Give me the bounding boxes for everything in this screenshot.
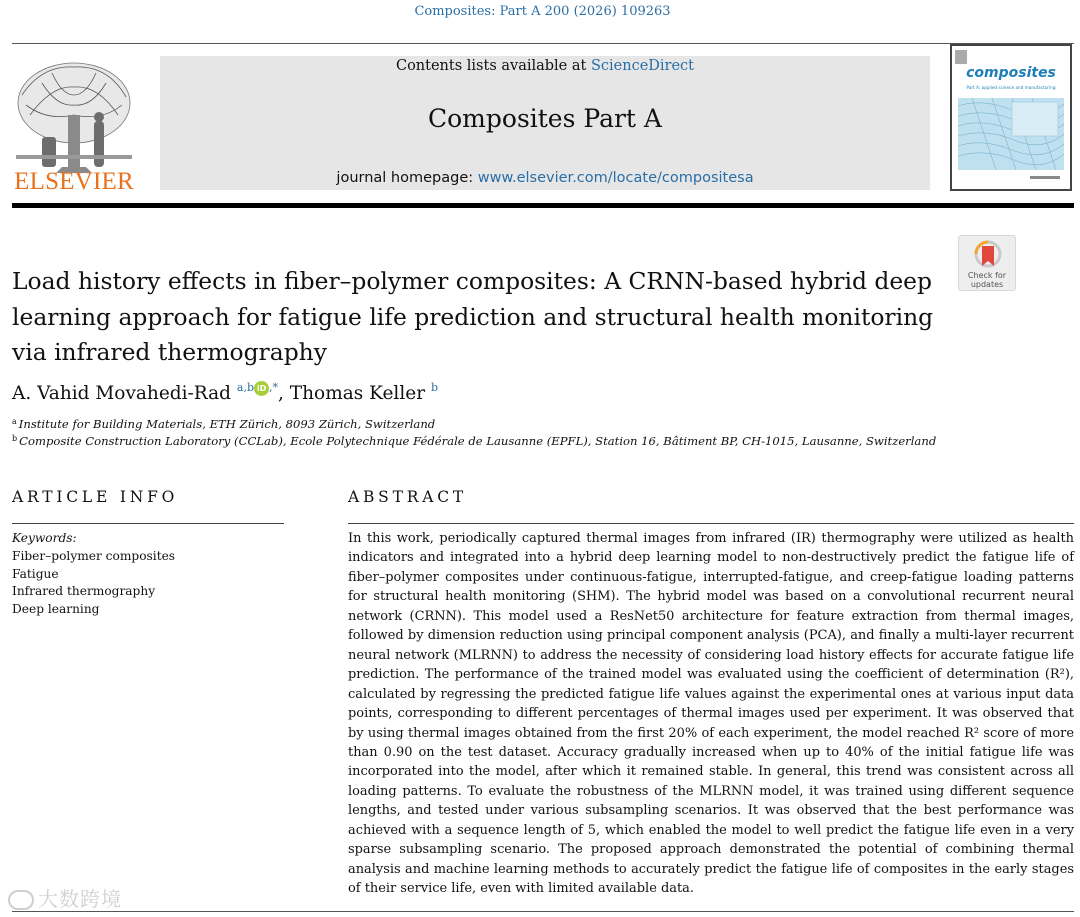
- author-affiliation-marker[interactable]: b: [430, 381, 438, 394]
- publisher-wordmark[interactable]: ELSEVIER: [14, 168, 134, 195]
- keywords-block: [12, 530, 175, 619]
- sciencedirect-link[interactable]: ScienceDirect: [590, 58, 695, 74]
- article-title: Load history effects in fiber–polymer composites: A CRNN-based hybrid deep learning approach for fatigue life prediction and structural health monitoring via infrared thermography: [12, 267, 934, 366]
- keywords-label: Keywords:: [12, 531, 77, 545]
- keyword-item[interactable]: Infrared thermography: [12, 584, 156, 599]
- check-updates-icon: [959, 236, 1017, 272]
- header-top-rule: [12, 43, 1074, 44]
- contents-available-line: [160, 58, 930, 74]
- watermark-text: 大数跨境: [38, 887, 122, 911]
- affiliation-label: b: [12, 434, 18, 443]
- author-name[interactable]: A. Vahid Movahedi-Rad: [12, 383, 232, 404]
- abstract-text: In this work, periodically captured thermal images from infrared (IR) thermography were utilized as health indicators and integrated into a hybrid deep learning model to non-destructively predict the fatigue life of fiber–polymer composites under continuous-fatigue, interrupted-fatigue, and creep-fatigue loading patterns for structural health monitoring (SHM). The hybrid model was based on a convolutional recurrent neural network (CRNN). This model used a ResNet50 architecture for feature extraction from thermal images, followed by dimension reduction using principal component analysis (PCA), and finally a multi-layer recurrent neural network (MLRNN) to address the necessity of considering load history effects for accurate fatigue life prediction. The performance of the trained model was evaluated using the coefficient of determination (R²), calculated by regressing the predicted fatigue life values against the experimental ones at various input data points, corresponding to different percentages of thermal images used per experiment. It was observed that by using thermal images obtained from the first 20% of each experiment, the model reached R² score of more than 0.90 on the test dataset. Accuracy gradually increased when up to 40% of the initial fatigue life was incorporated into the model, after which it remained stable. In general, this trend was consistent across all loading patterns. To evaluate the robustness of the MLRNN model, it was trained using different sequence lengths, and tested under various subsampling scenarios. It was observed that the best performance was achieved with a sequence length of 5, which enabled the model to well predict the fatigue life even in a very sparse subsampling scenario. The proposed approach demonstrated the potential of combining thermal analysis and machine learning methods to accurately predict the fatigue life of composites in the early stages of their service life, even with limited available data.: [348, 531, 1074, 897]
- watermark-icon: [8, 890, 34, 910]
- affiliation-label: a: [12, 417, 17, 426]
- abstract-rule: [348, 523, 1074, 524]
- journal-homepage-link[interactable]: www.elsevier.com/locate/compositesa: [477, 170, 754, 186]
- footer-rule: [12, 911, 1074, 912]
- article-info-heading: ARTICLE INFO: [12, 488, 179, 506]
- header-bottom-rule: [12, 203, 1074, 208]
- check-updates-label: Check for updates: [967, 271, 1007, 289]
- journal-citation[interactable]: Composites: Part A 200 (2026) 109263: [414, 4, 671, 19]
- cover-subtitle: Part A: applied science and manufacturing: [966, 85, 1056, 90]
- journal-masthead: [160, 56, 930, 190]
- homepage-prefix: journal homepage:: [336, 170, 478, 186]
- affiliation-a: [12, 417, 435, 431]
- author-name[interactable]: Thomas Keller: [289, 383, 426, 404]
- watermark-logo: [8, 883, 122, 912]
- orcid-icon[interactable]: iD: [254, 381, 269, 396]
- journal-title: Composites Part A: [428, 104, 662, 133]
- keyword-item[interactable]: Fiber–polymer composites: [12, 548, 176, 563]
- keyword-item[interactable]: Fatigue: [12, 566, 59, 581]
- affiliation-text: Composite Construction Laboratory (CCLab), Ecole Polytechnique Fédérale de Lausanne (EPFL), Station 16, Bâtiment BP, CH-1015, Lausanne, Switzerland: [19, 434, 937, 448]
- author-affiliation-marker[interactable]: a,b: [236, 381, 255, 394]
- journal-cover-thumbnail[interactable]: [950, 44, 1072, 191]
- journal-homepage-line: [160, 170, 930, 186]
- cover-title: composites: [966, 65, 1056, 81]
- keyword-item[interactable]: Deep learning: [12, 602, 100, 617]
- check-for-updates-button[interactable]: [958, 235, 1016, 291]
- corresponding-author-marker[interactable]: ,*: [269, 381, 279, 394]
- author-list: A. Vahid Movahedi-Rad $^{a,b}$ iD ,*, Thomas Keller $^b$: [12, 381, 438, 404]
- article-info-rule: [12, 523, 284, 524]
- affiliation-text: Institute for Building Materials, ETH Zürich, 8093 Zürich, Switzerland: [18, 417, 436, 431]
- cover-artwork: [952, 46, 1070, 189]
- abstract-heading: ABSTRACT: [348, 488, 468, 506]
- contents-prefix: Contents lists available at: [395, 58, 591, 74]
- affiliation-b: [12, 434, 936, 448]
